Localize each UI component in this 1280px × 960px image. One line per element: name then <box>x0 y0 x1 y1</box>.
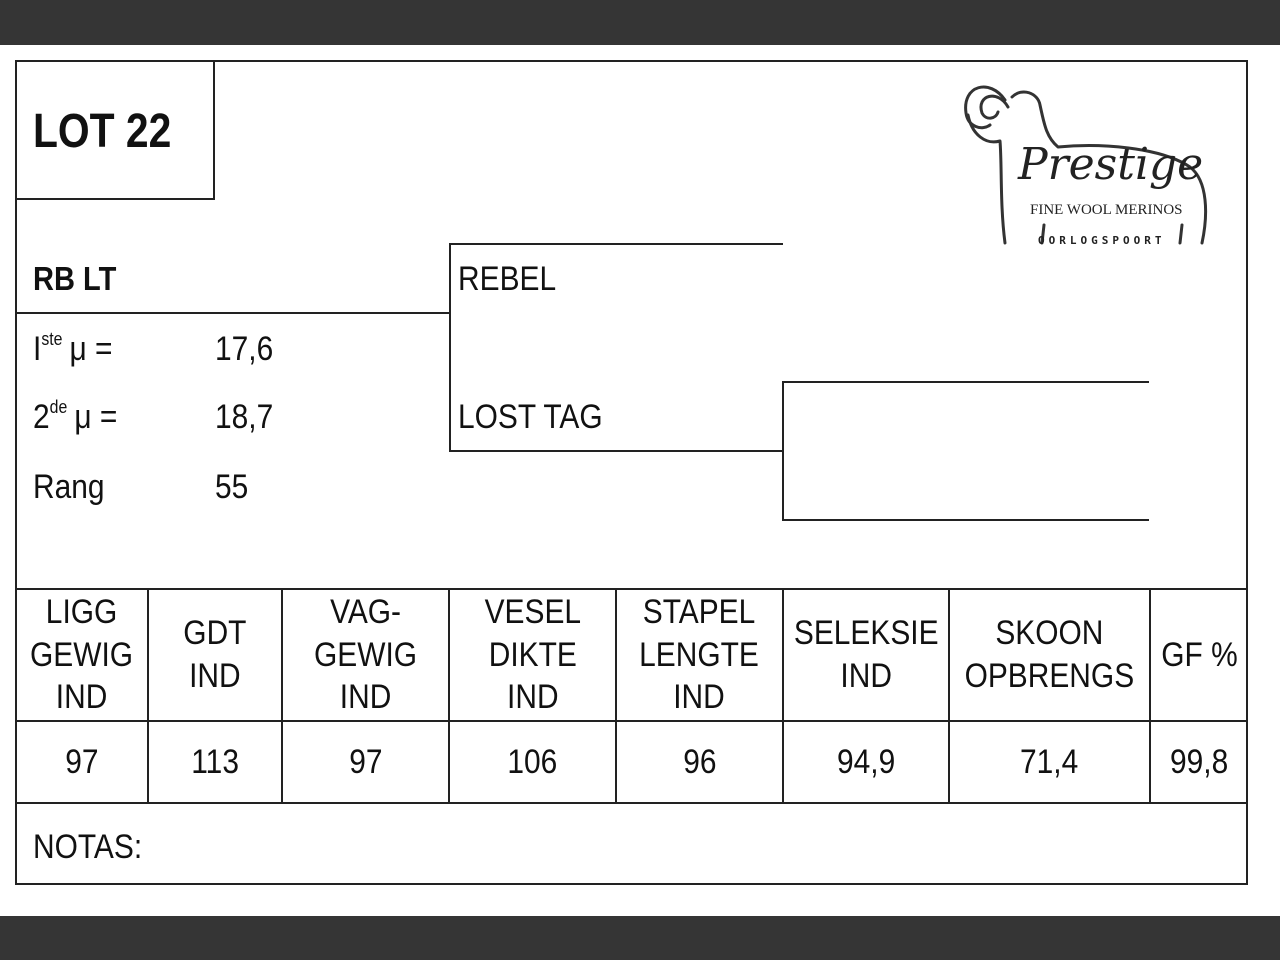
table-cell: 97 <box>65 742 99 781</box>
lot-number: LOT 22 <box>33 105 172 158</box>
pedigree-dam-sire-line <box>782 381 1149 383</box>
second-micron-value: 18,7 <box>215 398 274 436</box>
notes-label: NOTAS: <box>33 828 143 866</box>
pedigree-dam-line <box>449 450 783 452</box>
table-cell: 106 <box>507 742 558 781</box>
first-micron-value: 17,6 <box>215 330 274 368</box>
logo-brand: Prestige <box>1018 139 1204 190</box>
table-cell: 113 <box>191 742 239 781</box>
table-cell: 71,4 <box>1020 742 1079 781</box>
pedigree-dam-dam-line <box>782 519 1149 521</box>
table-cell: 97 <box>348 742 383 781</box>
lot-box-right-border <box>213 60 215 200</box>
bottom-bar <box>0 916 1280 960</box>
table-cell: 99,8 <box>1170 742 1229 781</box>
pedigree-sire: REBEL <box>458 260 557 298</box>
logo-location: OORLOGSPOORT <box>1038 234 1166 247</box>
pedigree-dam-bracket-left <box>782 381 784 521</box>
top-bar <box>0 0 1280 45</box>
lot-box-bottom-border <box>15 198 215 200</box>
table-header: GDT IND <box>183 614 247 695</box>
logo-tagline: FINE WOOL MERINOS <box>1030 202 1183 218</box>
rank-value: 55 <box>215 468 249 506</box>
table-header: SKOON OPBRENGS <box>964 614 1135 695</box>
table-header: GF % <box>1161 635 1238 674</box>
first-micron-label: Iste μ = <box>33 329 113 368</box>
table-bottom-border <box>15 802 1248 804</box>
second-micron-label: 2de μ = <box>33 397 118 436</box>
rank-label: Rang <box>33 468 105 506</box>
table-header: SELEKSIE IND <box>793 614 939 695</box>
pedigree-sire-line <box>449 243 783 245</box>
pedigree-dam: LOST TAG <box>458 398 603 436</box>
table-header: VESEL DIKTE IND <box>484 592 581 717</box>
table-header: STAPEL LENGTE IND <box>639 592 760 717</box>
table-cell: 96 <box>682 742 717 781</box>
tag-underline <box>15 312 451 314</box>
sheep-tag: RB LT <box>33 260 117 297</box>
table-header: LIGG GEWIG IND <box>30 592 134 717</box>
table-cell: 94,9 <box>836 742 896 781</box>
pedigree-bracket-left <box>449 243 451 452</box>
table-header: VAG- GEWIG IND <box>313 592 418 717</box>
prestige-logo <box>950 75 1230 255</box>
